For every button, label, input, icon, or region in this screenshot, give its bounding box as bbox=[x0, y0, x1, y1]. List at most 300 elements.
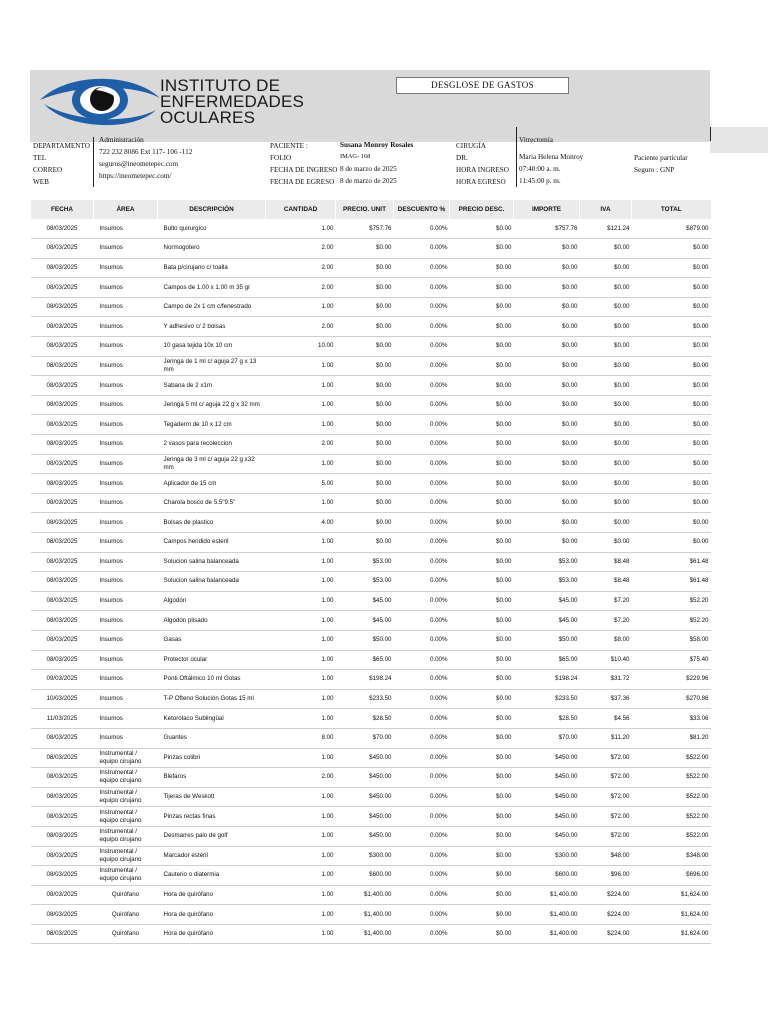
label-hora-ingreso: HORA INGRESO bbox=[456, 166, 509, 174]
table-cell: Insumos bbox=[94, 728, 158, 748]
table-cell: $0.00 bbox=[514, 474, 580, 494]
table-cell: $0.00 bbox=[632, 513, 711, 533]
table-cell: $81.20 bbox=[632, 728, 711, 748]
table-cell: $450.00 bbox=[514, 787, 580, 807]
table-cell: $0.00 bbox=[450, 258, 514, 278]
table-cell: $0.00 bbox=[450, 905, 514, 925]
table-cell: Insumos bbox=[94, 709, 158, 729]
table-cell: $0.00 bbox=[450, 219, 514, 239]
value-correo: seguros@ineometepec.com bbox=[99, 160, 179, 168]
table-cell: $522.00 bbox=[632, 787, 711, 807]
table-cell: Insumos bbox=[94, 337, 158, 357]
table-cell: 0.00% bbox=[394, 572, 450, 592]
table-cell: $0.00 bbox=[450, 611, 514, 631]
table-cell: $0.00 bbox=[450, 748, 514, 768]
table-cell: 0.00% bbox=[394, 807, 450, 827]
table-cell: 1.00 bbox=[266, 376, 336, 396]
table-cell: $96.00 bbox=[580, 866, 632, 886]
table-cell: 1.00 bbox=[266, 493, 336, 513]
table-row bbox=[31, 513, 711, 533]
table-cell: $0.00 bbox=[632, 493, 711, 513]
table-cell: $28.50 bbox=[514, 709, 580, 729]
table-cell: $0.00 bbox=[336, 278, 394, 298]
table-cell: $52.20 bbox=[632, 611, 711, 631]
table-cell: $0.00 bbox=[450, 866, 514, 886]
table-cell: $48.00 bbox=[580, 846, 632, 866]
value-fecha-egreso: 8 de marzo de 2025 bbox=[340, 177, 397, 185]
table-cell: 0.00% bbox=[394, 395, 450, 415]
table-cell: 0.00% bbox=[394, 689, 450, 709]
table-cell: $0.00 bbox=[450, 689, 514, 709]
table-cell: 0.00% bbox=[394, 513, 450, 533]
table-cell: $0.00 bbox=[514, 395, 580, 415]
table-row bbox=[31, 826, 711, 846]
table-cell: $522.00 bbox=[632, 807, 711, 827]
table-cell: 1.00 bbox=[266, 670, 336, 690]
table-cell: Instrumental / equipo cirujano bbox=[94, 768, 158, 788]
table-cell: $0.00 bbox=[450, 630, 514, 650]
table-cell: $0.00 bbox=[450, 435, 514, 455]
table-cell: $450.00 bbox=[514, 826, 580, 846]
table-cell: Solucion salina balanceada bbox=[158, 572, 266, 592]
table-row bbox=[31, 689, 711, 709]
table-cell: $11.20 bbox=[580, 728, 632, 748]
table-cell: $0.00 bbox=[632, 395, 711, 415]
table-cell: Insumos bbox=[94, 219, 158, 239]
table-cell: $757.76 bbox=[514, 219, 580, 239]
table-cell: $0.00 bbox=[450, 474, 514, 494]
table-cell: Charola bosco de 5.5"9.5" bbox=[158, 493, 266, 513]
table-cell: 08/03/2025 bbox=[31, 533, 94, 553]
table-cell: 08/03/2025 bbox=[31, 513, 94, 533]
table-cell: Campos hendido esteril bbox=[158, 533, 266, 553]
table-cell: 0.00% bbox=[394, 533, 450, 553]
table-cell: $0.00 bbox=[580, 395, 632, 415]
table-cell: $0.00 bbox=[336, 337, 394, 357]
table-cell: 10/03/2025 bbox=[31, 689, 94, 709]
table-row bbox=[31, 435, 711, 455]
table-cell: Instrumental / equipo cirujano bbox=[94, 787, 158, 807]
table-cell: 08/03/2025 bbox=[31, 415, 94, 435]
table-cell: 08/03/2025 bbox=[31, 826, 94, 846]
surgery-labels bbox=[456, 140, 509, 188]
table-cell: 0.00% bbox=[394, 591, 450, 611]
table-cell: $0.00 bbox=[336, 239, 394, 259]
table-cell: 0.00% bbox=[394, 239, 450, 259]
table-cell: Campos de 1.00 x 1.00 m 35 gr bbox=[158, 278, 266, 298]
column-header: IVA bbox=[580, 200, 632, 219]
table-cell: $0.00 bbox=[514, 356, 580, 376]
table-cell: 1.00 bbox=[266, 415, 336, 435]
table-cell: Normogotero bbox=[158, 239, 266, 259]
table-cell: $0.00 bbox=[632, 278, 711, 298]
table-cell: $0.00 bbox=[514, 435, 580, 455]
table-row bbox=[31, 748, 711, 768]
table-row bbox=[31, 591, 711, 611]
table-row bbox=[31, 493, 711, 513]
column-header: ÁREA bbox=[94, 200, 158, 219]
table-cell: 1.00 bbox=[266, 866, 336, 886]
table-cell: $65.00 bbox=[336, 650, 394, 670]
table-cell: $75.40 bbox=[632, 650, 711, 670]
divider-2 bbox=[516, 127, 517, 187]
table-cell: $450.00 bbox=[514, 768, 580, 788]
table-cell: T-P Ofteno Solución Gotas 15 ml bbox=[158, 689, 266, 709]
table-cell: $0.00 bbox=[336, 317, 394, 337]
table-cell: $0.00 bbox=[450, 395, 514, 415]
table-cell: 0.00% bbox=[394, 670, 450, 690]
table-cell: Insumos bbox=[94, 611, 158, 631]
table-row bbox=[31, 552, 711, 572]
table-cell: 0.00% bbox=[394, 493, 450, 513]
table-cell: $0.00 bbox=[450, 533, 514, 553]
table-cell: Insumos bbox=[94, 278, 158, 298]
column-header: DESCRIPCIÓN bbox=[158, 200, 266, 219]
table-cell: $0.00 bbox=[580, 376, 632, 396]
table-cell: $0.00 bbox=[450, 552, 514, 572]
table-cell: Insumos bbox=[94, 415, 158, 435]
table-cell: $600.00 bbox=[336, 866, 394, 886]
table-cell: 0.00% bbox=[394, 768, 450, 788]
table-cell: $72.00 bbox=[580, 807, 632, 827]
table-cell: $50.00 bbox=[336, 630, 394, 650]
table-cell: $224.00 bbox=[580, 885, 632, 905]
table-row bbox=[31, 533, 711, 553]
table-cell: Insumos bbox=[94, 650, 158, 670]
table-cell: 2.00 bbox=[266, 258, 336, 278]
table-cell: 0.00% bbox=[394, 415, 450, 435]
table-cell: $0.00 bbox=[632, 435, 711, 455]
value-fecha-ingreso: 8 de marzo de 2025 bbox=[340, 165, 397, 173]
table-cell: Gasas bbox=[158, 630, 266, 650]
table-cell: $58.00 bbox=[632, 630, 711, 650]
table-cell: $0.00 bbox=[336, 513, 394, 533]
table-cell: 2.00 bbox=[266, 768, 336, 788]
table-cell: $0.00 bbox=[450, 239, 514, 259]
table-cell: 08/03/2025 bbox=[31, 376, 94, 396]
table-cell: Protector ocular bbox=[158, 650, 266, 670]
table-cell: 1.00 bbox=[266, 533, 336, 553]
table-cell: $0.00 bbox=[514, 297, 580, 317]
table-cell: Insumos bbox=[94, 356, 158, 376]
table-cell: 0.00% bbox=[394, 278, 450, 298]
table-cell: $0.00 bbox=[580, 278, 632, 298]
table-cell: $0.00 bbox=[514, 317, 580, 337]
table-cell: 0.00% bbox=[394, 376, 450, 396]
table-cell: 08/03/2025 bbox=[31, 728, 94, 748]
column-header: FECHA bbox=[31, 200, 94, 219]
table-cell: Instrumental / equipo cirujano bbox=[94, 826, 158, 846]
table-cell: 08/03/2025 bbox=[31, 768, 94, 788]
table-cell: 08/03/2025 bbox=[31, 454, 94, 474]
table-cell: $0.00 bbox=[514, 454, 580, 474]
table-cell: $1,400.00 bbox=[514, 885, 580, 905]
table-cell: $450.00 bbox=[336, 826, 394, 846]
table-cell: $0.00 bbox=[336, 533, 394, 553]
table-cell: 08/03/2025 bbox=[31, 395, 94, 415]
table-cell: $50.00 bbox=[514, 630, 580, 650]
table-row bbox=[31, 611, 711, 631]
table-cell: 1.00 bbox=[266, 807, 336, 827]
table-cell: $224.00 bbox=[580, 905, 632, 925]
table-cell: Jeringa 5 ml c/ aguja 22 g x 32 mm bbox=[158, 395, 266, 415]
table-cell: $198.24 bbox=[336, 670, 394, 690]
label-cirugia: CIRUGÍA bbox=[456, 142, 486, 150]
table-cell: Bata p/cirujano c/ toalla bbox=[158, 258, 266, 278]
label-web: WEB bbox=[33, 178, 49, 186]
table-cell: 0.00% bbox=[394, 905, 450, 925]
table-row bbox=[31, 239, 711, 259]
table-cell: $348.00 bbox=[632, 846, 711, 866]
table-cell: 0.00% bbox=[394, 258, 450, 278]
table-cell: 1.00 bbox=[266, 219, 336, 239]
table-cell: 08/03/2025 bbox=[31, 239, 94, 259]
table-cell: $450.00 bbox=[336, 807, 394, 827]
table-cell: 1.00 bbox=[266, 709, 336, 729]
table-cell: $65.00 bbox=[514, 650, 580, 670]
table-row bbox=[31, 356, 711, 376]
table-cell: 08/03/2025 bbox=[31, 807, 94, 827]
table-cell: 08/03/2025 bbox=[31, 611, 94, 631]
label-paciente: PACIENTE : bbox=[270, 142, 308, 150]
table-cell: $0.00 bbox=[632, 258, 711, 278]
table-cell: Bolsas de plastico bbox=[158, 513, 266, 533]
table-cell: 0.00% bbox=[394, 474, 450, 494]
value-seguro: Seguro : GNP bbox=[634, 166, 675, 174]
table-cell: $53.00 bbox=[336, 552, 394, 572]
table-cell: 0.00% bbox=[394, 219, 450, 239]
table-cell: $0.00 bbox=[514, 376, 580, 396]
table-cell: $0.00 bbox=[514, 415, 580, 435]
table-cell: $233.50 bbox=[514, 689, 580, 709]
table-cell: 1.00 bbox=[266, 630, 336, 650]
logo-line-1: INSTITUTO DE bbox=[160, 76, 281, 95]
label-fecha-egreso: FECHA DE EGRESO bbox=[270, 178, 335, 186]
table-cell: $300.00 bbox=[336, 846, 394, 866]
table-cell: 08/03/2025 bbox=[31, 278, 94, 298]
table-cell: $522.00 bbox=[632, 748, 711, 768]
table-row bbox=[31, 728, 711, 748]
table-cell: Insumos bbox=[94, 376, 158, 396]
table-cell: $8.00 bbox=[580, 630, 632, 650]
table-cell: 1.00 bbox=[266, 611, 336, 631]
table-cell: $70.00 bbox=[336, 728, 394, 748]
table-cell: 0.00% bbox=[394, 435, 450, 455]
table-cell: $1,624.00 bbox=[632, 905, 711, 925]
table-cell: $10.40 bbox=[580, 650, 632, 670]
table-cell: 08/03/2025 bbox=[31, 493, 94, 513]
table-cell: 10.00 bbox=[266, 337, 336, 357]
table-cell: $0.00 bbox=[336, 415, 394, 435]
table-cell: $0.00 bbox=[514, 278, 580, 298]
table-cell: Quirófano bbox=[94, 885, 158, 905]
table-cell: Hora de quirófano bbox=[158, 885, 266, 905]
table-row bbox=[31, 337, 711, 357]
table-cell: $72.00 bbox=[580, 826, 632, 846]
table-cell: 1.00 bbox=[266, 356, 336, 376]
table-cell: $757.76 bbox=[336, 219, 394, 239]
table-cell: $8.48 bbox=[580, 572, 632, 592]
table-cell: 4.00 bbox=[266, 513, 336, 533]
table-cell: $0.00 bbox=[450, 297, 514, 317]
table-cell: 0.00% bbox=[394, 709, 450, 729]
table-cell: Guantes bbox=[158, 728, 266, 748]
table-cell: Aplicador de 15 cm bbox=[158, 474, 266, 494]
table-cell: 5.00 bbox=[266, 474, 336, 494]
table-cell: 0.00% bbox=[394, 337, 450, 357]
table-cell: $61.48 bbox=[632, 552, 711, 572]
insurance-info bbox=[634, 152, 688, 176]
table-row bbox=[31, 787, 711, 807]
table-cell: $1,624.00 bbox=[632, 885, 711, 905]
table-cell: $0.00 bbox=[632, 239, 711, 259]
value-cirugia: Vitrectomía bbox=[519, 136, 553, 144]
table-cell: Insumos bbox=[94, 474, 158, 494]
value-departamento: Administración bbox=[99, 136, 144, 144]
table-cell: Desmarres palo de golf bbox=[158, 826, 266, 846]
table-cell: $45.00 bbox=[514, 591, 580, 611]
table-cell: $61.48 bbox=[632, 572, 711, 592]
table-cell: 1.00 bbox=[266, 787, 336, 807]
table-cell: $0.00 bbox=[632, 337, 711, 357]
table-cell: $0.00 bbox=[450, 846, 514, 866]
table-cell: $0.00 bbox=[450, 356, 514, 376]
table-cell: $0.00 bbox=[580, 474, 632, 494]
table-cell: 0.00% bbox=[394, 866, 450, 886]
right-side-bar bbox=[710, 127, 768, 153]
table-cell: Jeringa de 1 ml c/ aguja 27 g x 13 mm bbox=[158, 356, 266, 376]
table-cell: $7.20 bbox=[580, 591, 632, 611]
table-cell: $1,400.00 bbox=[336, 924, 394, 944]
table-cell: Pinzas rectas finas bbox=[158, 807, 266, 827]
table-cell: Insumos bbox=[94, 317, 158, 337]
table-row bbox=[31, 846, 711, 866]
table-cell: $45.00 bbox=[336, 611, 394, 631]
table-cell: Cauterio o diatermia bbox=[158, 866, 266, 886]
table-cell: $0.00 bbox=[450, 513, 514, 533]
table-cell: 08/03/2025 bbox=[31, 219, 94, 239]
table-cell: $1,400.00 bbox=[514, 905, 580, 925]
table-cell: 1.00 bbox=[266, 924, 336, 944]
table-cell: $600.00 bbox=[514, 866, 580, 886]
table-cell: 1.00 bbox=[266, 395, 336, 415]
table-cell: Sabana de 2 x1m bbox=[158, 376, 266, 396]
table-cell: 1.00 bbox=[266, 748, 336, 768]
document-title: DESGLOSE DE GASTOS bbox=[396, 77, 569, 94]
table-cell: $0.00 bbox=[336, 435, 394, 455]
table-cell: 11/03/2025 bbox=[31, 709, 94, 729]
table-row bbox=[31, 709, 711, 729]
table-row bbox=[31, 768, 711, 788]
table-cell: $0.00 bbox=[580, 513, 632, 533]
table-cell: $0.00 bbox=[580, 356, 632, 376]
table-cell: 0.00% bbox=[394, 454, 450, 474]
table-cell: $0.00 bbox=[450, 572, 514, 592]
value-paciente-tipo: Paciente particular bbox=[634, 154, 688, 162]
table-cell: Marcador estéril bbox=[158, 846, 266, 866]
table-cell: 1.00 bbox=[266, 591, 336, 611]
patient-values bbox=[340, 139, 413, 187]
table-cell: Quirófano bbox=[94, 924, 158, 944]
table-cell: $450.00 bbox=[514, 748, 580, 768]
table-cell: 09/03/2025 bbox=[31, 670, 94, 690]
table-cell: $0.00 bbox=[632, 376, 711, 396]
table-cell: 08/03/2025 bbox=[31, 317, 94, 337]
table-cell: $0.00 bbox=[580, 337, 632, 357]
table-cell: $0.00 bbox=[450, 728, 514, 748]
table-cell: $450.00 bbox=[336, 768, 394, 788]
table-cell: 08/03/2025 bbox=[31, 258, 94, 278]
table-cell: $0.00 bbox=[580, 533, 632, 553]
table-cell: $0.00 bbox=[632, 454, 711, 474]
table-cell: 1.00 bbox=[266, 905, 336, 925]
table-cell: $0.00 bbox=[632, 474, 711, 494]
column-header: IMPORTE bbox=[514, 200, 580, 219]
table-cell: Campo de 2x 1 cm c/fenestrado bbox=[158, 297, 266, 317]
table-cell: $522.00 bbox=[632, 768, 711, 788]
column-header: TOTAL bbox=[632, 200, 711, 219]
table-cell: $1,400.00 bbox=[336, 905, 394, 925]
table-cell: 08/03/2025 bbox=[31, 846, 94, 866]
table-cell: $72.00 bbox=[580, 787, 632, 807]
table-cell: $879.00 bbox=[632, 219, 711, 239]
table-cell: Ponti Oftálmico 10 ml Gotas bbox=[158, 670, 266, 690]
table-cell: $0.00 bbox=[450, 278, 514, 298]
table-cell: $0.00 bbox=[580, 435, 632, 455]
table-cell: $72.00 bbox=[580, 748, 632, 768]
table-cell: $4.56 bbox=[580, 709, 632, 729]
table-cell: $522.00 bbox=[632, 826, 711, 846]
table-cell: 08/03/2025 bbox=[31, 905, 94, 925]
table-cell: 1.00 bbox=[266, 454, 336, 474]
divider-1 bbox=[93, 137, 94, 187]
table-cell: $1,624.00 bbox=[632, 924, 711, 944]
table-cell: Insumos bbox=[94, 239, 158, 259]
table-cell: 08/03/2025 bbox=[31, 572, 94, 592]
value-hora-egreso: 11:45:00 p. m. bbox=[519, 177, 561, 185]
table-cell: $233.50 bbox=[336, 689, 394, 709]
table-cell: Y adhesivo c/ 2 bolsas bbox=[158, 317, 266, 337]
table-cell: 10 gasa tejida 10x 10 cm bbox=[158, 337, 266, 357]
table-cell: 1.00 bbox=[266, 689, 336, 709]
table-cell: $45.00 bbox=[336, 591, 394, 611]
table-cell: $450.00 bbox=[336, 748, 394, 768]
table-cell: $0.00 bbox=[514, 337, 580, 357]
table-cell: Insumos bbox=[94, 591, 158, 611]
table-row bbox=[31, 415, 711, 435]
table-cell: $33.06 bbox=[632, 709, 711, 729]
table-cell: $0.00 bbox=[336, 376, 394, 396]
table-cell: Insumos bbox=[94, 493, 158, 513]
table-row bbox=[31, 630, 711, 650]
table-row bbox=[31, 395, 711, 415]
table-cell: $696.00 bbox=[632, 866, 711, 886]
table-cell: $0.00 bbox=[450, 885, 514, 905]
table-cell: 08/03/2025 bbox=[31, 552, 94, 572]
table-cell: 0.00% bbox=[394, 728, 450, 748]
table-cell: Tegaderm de 10 x 12 cm bbox=[158, 415, 266, 435]
table-row bbox=[31, 454, 711, 474]
table-cell: 2.00 bbox=[266, 278, 336, 298]
table-cell: 0.00% bbox=[394, 611, 450, 631]
table-row bbox=[31, 885, 711, 905]
table-cell: Jeringa de 3 ml c/ aguja 22 g x32 mm bbox=[158, 454, 266, 474]
table-cell: $300.00 bbox=[514, 846, 580, 866]
table-cell: 0.00% bbox=[394, 317, 450, 337]
table-cell: $0.00 bbox=[632, 415, 711, 435]
column-header: DESCUENTO % bbox=[394, 200, 450, 219]
label-correo: CORREO bbox=[33, 166, 63, 174]
